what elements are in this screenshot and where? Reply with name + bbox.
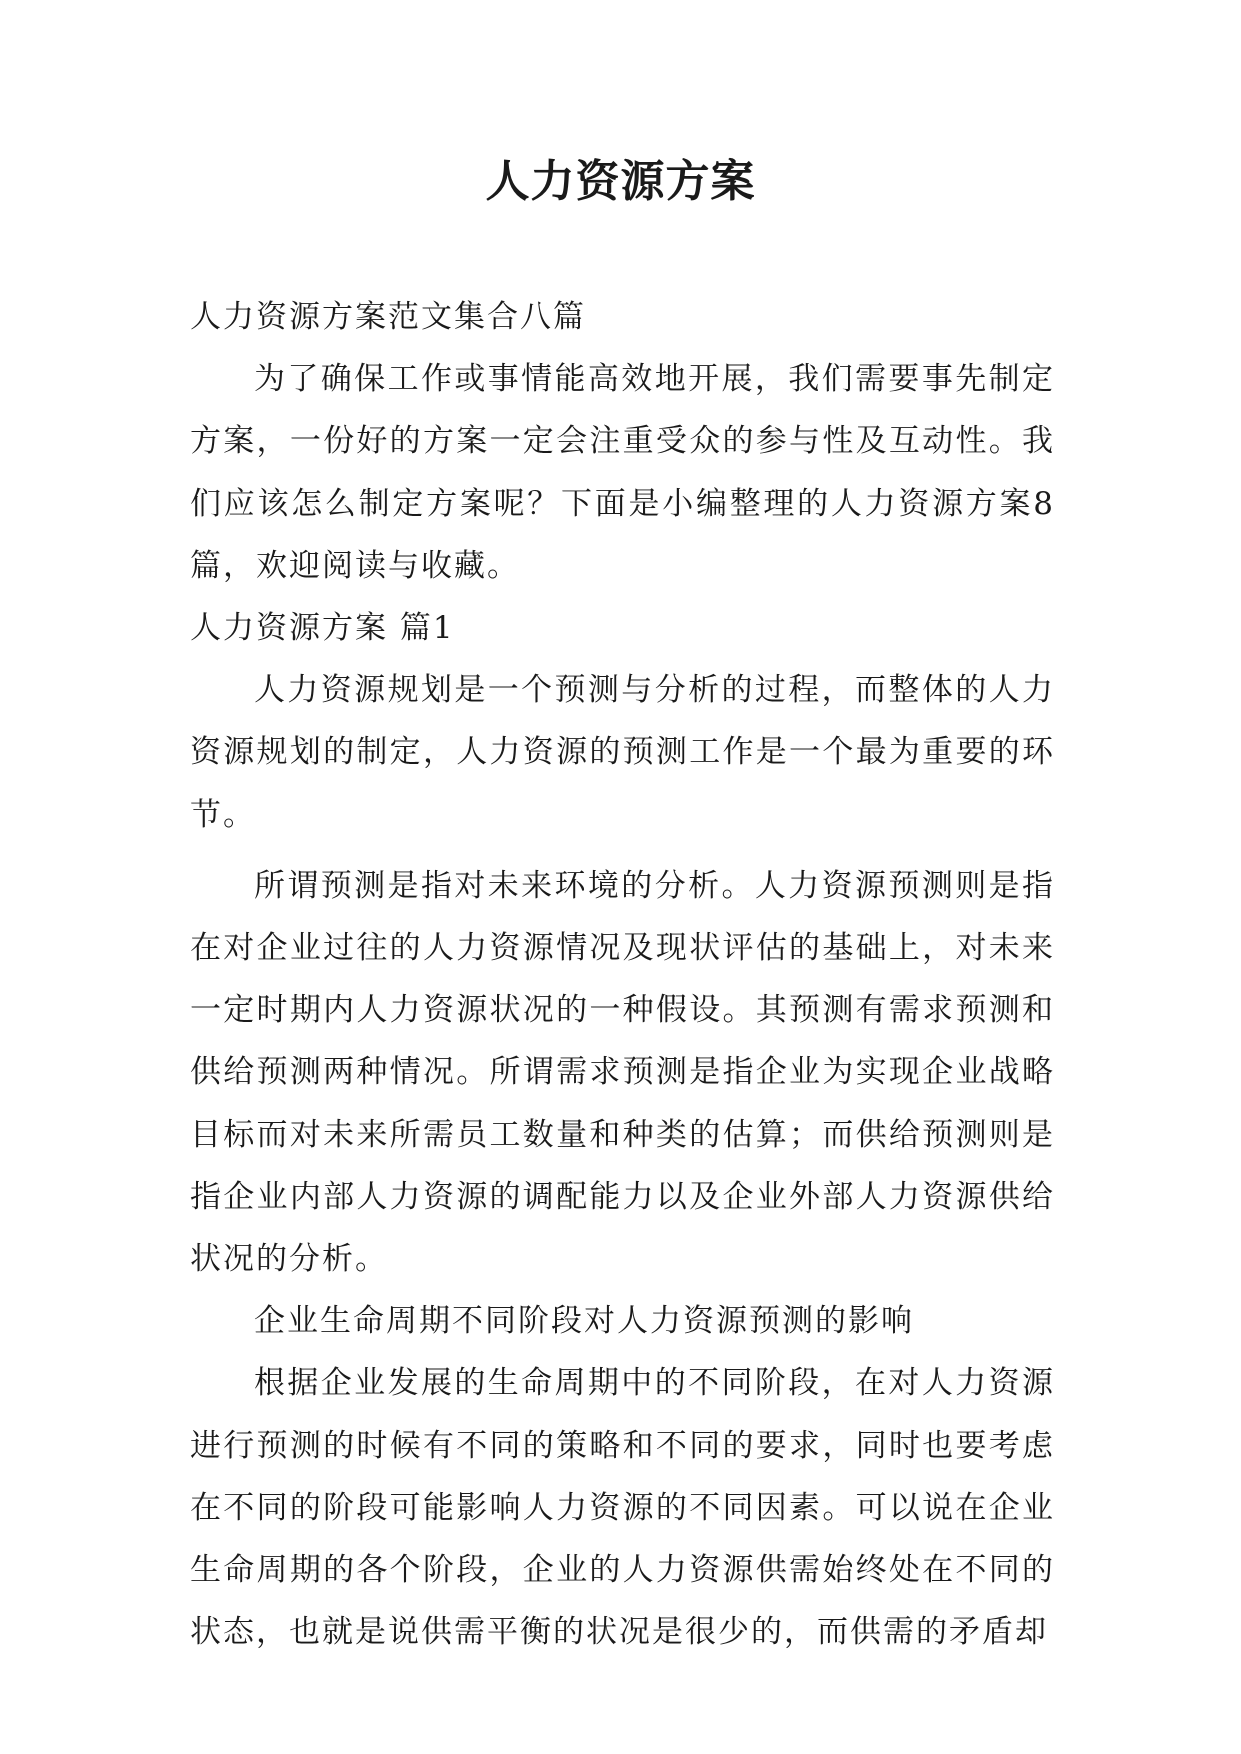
body-paragraph: 根据企业发展的生命周期中的不同阶段，在对人力资源进行预测的时候有不同的策略和不同的要求，同时也要考虑在不同的阶段可能影响人力资源的不同因素。可以说在企业生命周期的各个阶段，企业的人力资源供需始终处在不同的状态，也就是说供需平衡的状况是很少的，而供需的矛盾却 [190, 1365, 1055, 1651]
document-body [190, 286, 1055, 1663]
intro-paragraph: 为了确保工作或事情能高效地开展，我们需要事先制定方案，一份好的方案一定会注重受众的参与性及互动性。我们应该怎么制定方案呢？下面是小编整理的人力资源方案8篇，欢迎阅读与收藏。 [190, 361, 1055, 584]
document-title: 人力资源方案 [485, 156, 756, 207]
body-paragraph: 所谓预测是指对未来环境的分析。人力资源预测则是指在对企业过往的人力资源情况及现状评估的基础上，对未来一定时期内人力资源状况的一种假设。其预测有需求预测和供给预测两种情况。所谓需求预测是指企业为实现企业战略目标而对未来所需员工数量和种类的估算；而供给预测则是指企业内部人力资源的调配能力以及企业外部人力资源供给状况的分析。 [190, 867, 1055, 1278]
body-paragraph: 企业生命周期不同阶段对人力资源预测的影响 [254, 1303, 914, 1340]
section-heading: 人力资源方案 篇1 [190, 610, 455, 647]
document-subtitle: 人力资源方案范文集合八篇 [190, 299, 586, 335]
body-paragraph: 人力资源规划是一个预测与分析的过程，而整体的人力资源规划的制定，人力资源的预测工作是一个最为重要的环节。 [190, 672, 1055, 833]
